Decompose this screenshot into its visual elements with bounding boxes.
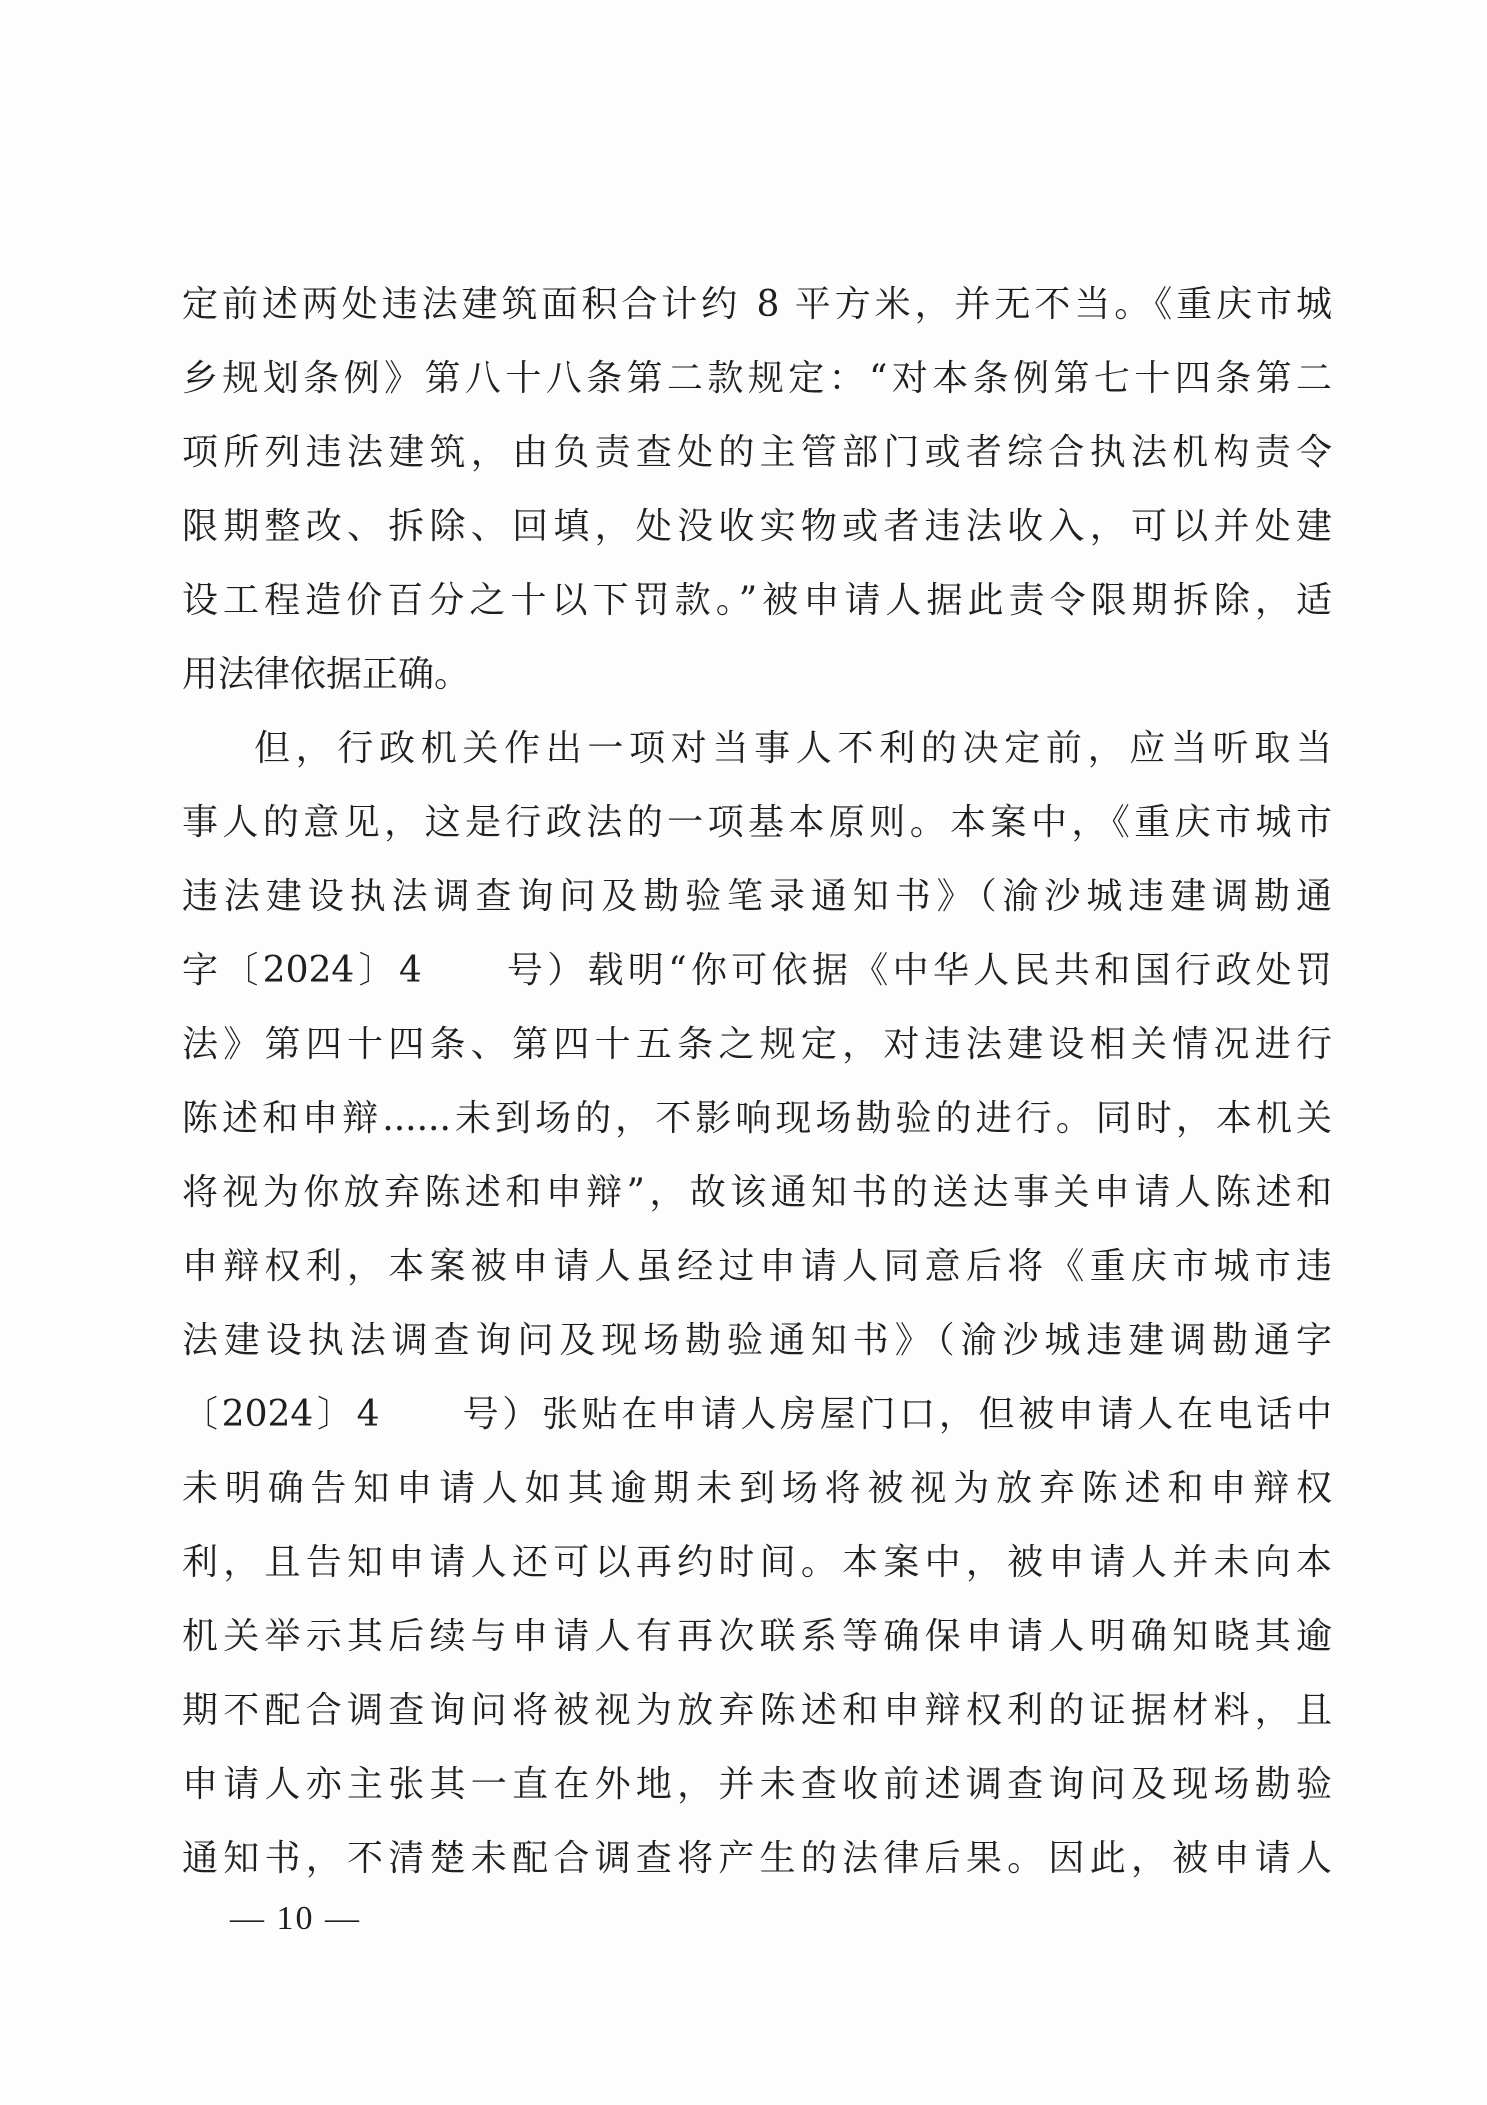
- text-line: 〔2024〕4 号）张贴在申请人房屋门口，但被申请人在电话中: [182, 1394, 1332, 1435]
- text-line: 违法建设执法调查询问及勘验笔录通知书》（渝沙城违建调勘通: [182, 876, 1332, 917]
- text-line: 申请人亦主张其一直在外地，并未查收前述调查询问及现场勘验: [182, 1764, 1332, 1805]
- text-line: 限期整改、拆除、回填，处没收实物或者违法收入，可以并处建: [182, 506, 1332, 547]
- text-line: 将视为你放弃陈述和申辩”，故该通知书的送达事关申请人陈述和: [182, 1172, 1332, 1213]
- text-line: 事人的意见，这是行政法的一项基本原则。本案中，《重庆市城市: [182, 802, 1332, 843]
- paragraph-start-line: 但，行政机关作出一项对当事人不利的决定前，应当听取当: [254, 728, 1332, 769]
- text-line: 字〔2024〕4 号）载明“你可依据《中华人民共和国行政处罚: [182, 950, 1332, 991]
- text-line: 乡规划条例》第八十八条第二款规定：“对本条例第七十四条第二: [182, 358, 1332, 399]
- text-line: 定前述两处违法建筑面积合计约 8 平方米，并无不当。《重庆市城: [182, 284, 1332, 325]
- text-line: 申辩权利，本案被申请人虽经过申请人同意后将《重庆市城市违: [182, 1246, 1332, 1287]
- text-line: 法建设执法调查询问及现场勘验通知书》（渝沙城违建调勘通字: [182, 1320, 1332, 1361]
- text-line: 机关举示其后续与申请人有再次联系等确保申请人明确知晓其逾: [182, 1616, 1332, 1657]
- page-number: — 10 —: [230, 1900, 361, 1937]
- text-line: 期不配合调查询问将被视为放弃陈述和申辩权利的证据材料，且: [182, 1690, 1332, 1731]
- text-line: 通知书，不清楚未配合调查将产生的法律后果。因此，被申请人: [182, 1838, 1332, 1879]
- text-line: 用法律依据正确。: [182, 654, 471, 695]
- text-line: 利，且告知申请人还可以再约时间。本案中，被申请人并未向本: [182, 1542, 1332, 1583]
- text-line: 法》第四十四条、第四十五条之规定，对违法建设相关情况进行: [182, 1024, 1332, 1065]
- body-text: [182, 268, 1332, 1896]
- text-line: 陈述和申辩......未到场的，不影响现场勘验的进行。同时，本机关: [182, 1098, 1332, 1139]
- text-line: 设工程造价百分之十以下罚款。”被申请人据此责令限期拆除，适: [182, 580, 1332, 621]
- text-line: 未明确告知申请人如其逾期未到场将被视为放弃陈述和申辩权: [182, 1468, 1332, 1509]
- text-line: 项所列违法建筑，由负责查处的主管部门或者综合执法机构责令: [182, 432, 1332, 473]
